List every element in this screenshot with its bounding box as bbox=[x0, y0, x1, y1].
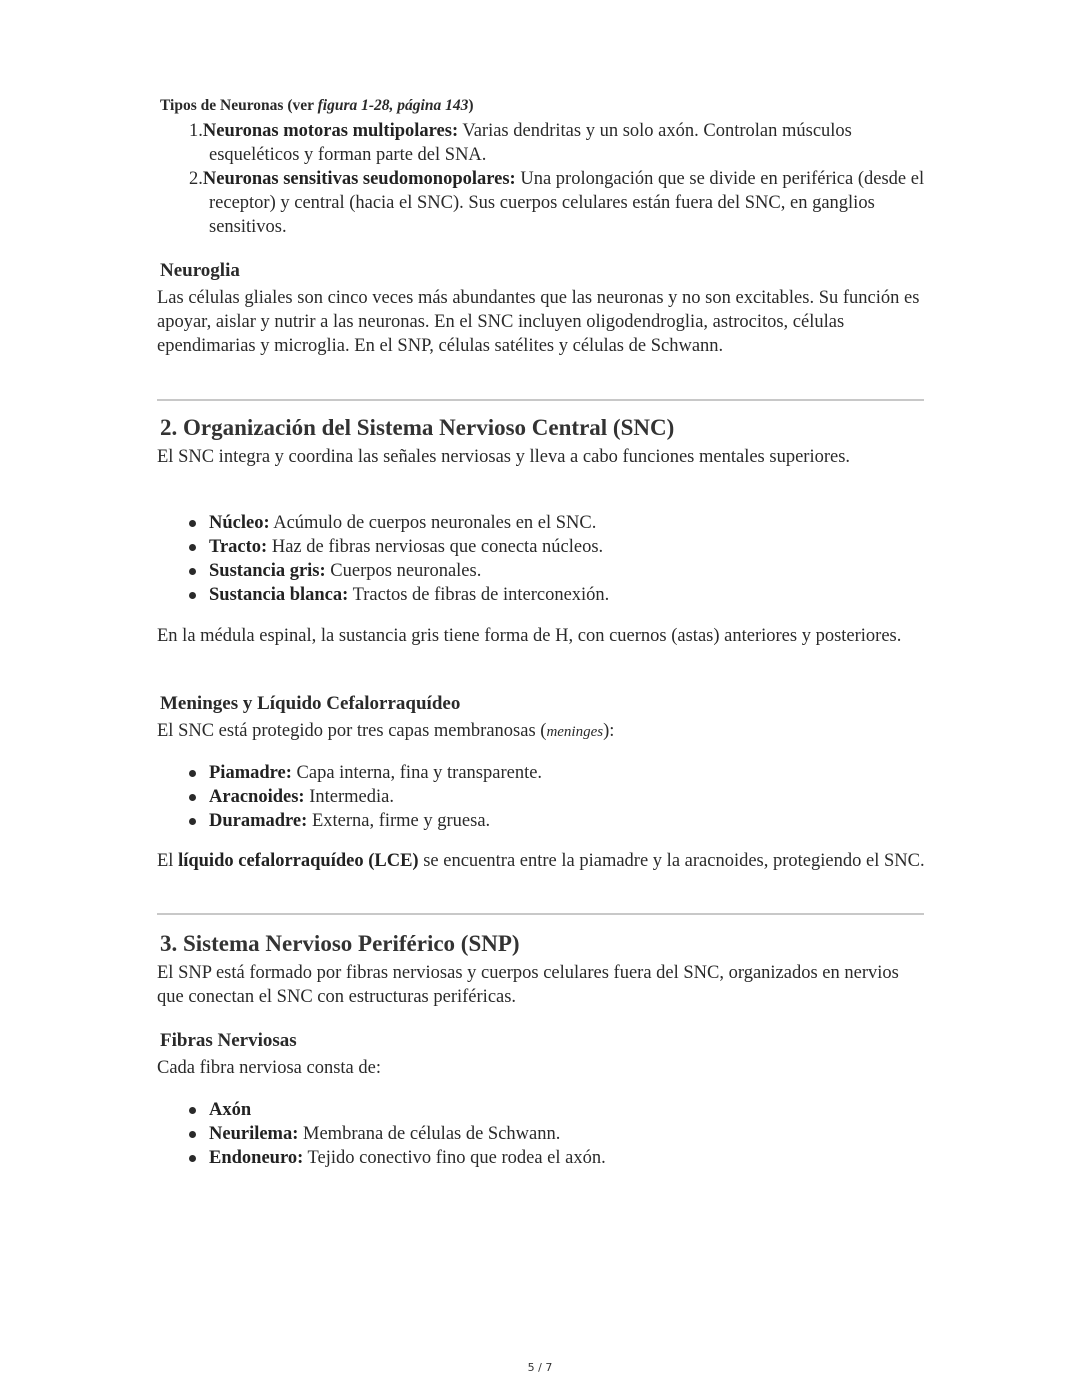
fibras-list bbox=[157, 1098, 929, 1170]
snc-heading: 2. Organización del Sistema Nervioso Central (SNC) bbox=[160, 415, 675, 440]
snp-heading: 3. Sistema Nervioso Periférico (SNP) bbox=[160, 931, 520, 956]
snc-intro: El SNC integra y coordina las señales nerviosas y lleva a cabo funciones mentales superiores. bbox=[157, 447, 851, 467]
medula-text: En la médula espinal, la sustancia gris tiene forma de H, con cuernos (astas) anteriores y posteriores. bbox=[157, 626, 902, 646]
list-item: Aracnoides: Intermedia. bbox=[157, 785, 929, 809]
fibras-heading: Fibras Nerviosas bbox=[160, 1030, 297, 1051]
meninges-intro: El SNC está protegido por tres capas membranosas (meninges): bbox=[157, 721, 615, 741]
list-item: 2.Neuronas sensitivas seudomonopolares: Una prolongación que se divide en periférica (desde el receptor) y central (hacia el SNC). Sus cuerpos celulares están fuera del SNC, en ganglios sensitivos. bbox=[189, 169, 925, 237]
list-item: 1.Neuronas motoras multipolares: Varias dendritas y un solo axón. Controlan músculos esqueléticos y forman parte del SNA. bbox=[189, 121, 852, 165]
lce-text: El líquido cefalorraquídeo (LCE) se encuentra entre la piamadre y la aracnoides, protegiendo el SNC. bbox=[157, 851, 925, 871]
divider bbox=[157, 913, 924, 915]
list-item: Axón bbox=[157, 1098, 929, 1122]
list-item: Sustancia blanca: Tractos de fibras de interconexión. bbox=[157, 583, 929, 607]
fibras-intro: Cada fibra nerviosa consta de: bbox=[157, 1058, 381, 1078]
list-item: Neurilema: Membrana de células de Schwann. bbox=[157, 1122, 929, 1146]
divider bbox=[157, 399, 924, 401]
tipos-heading: Tipos de Neuronas (ver figura 1-28, página 143) bbox=[160, 97, 474, 114]
meninges-list bbox=[157, 761, 929, 833]
snp-intro: El SNP está formado por fibras nerviosas y cuerpos celulares fuera del SNC, organizados en nervios que conectan el SNC con estructuras periféricas. bbox=[157, 963, 899, 1007]
neuroglia-text: Las células gliales son cinco veces más abundantes que las neuronas y no son excitables. Su función es apoyar, aislar y nutrir a las neuronas. En el SNC incluyen oligodendroglia, astrocitos, células ependimarias y microglia. En el SNP, células satélites y células de Schwann. bbox=[157, 288, 920, 356]
neuron-types-list bbox=[157, 119, 929, 239]
meninges-heading: Meninges y Líquido Cefalorraquídeo bbox=[160, 693, 461, 714]
list-item: Núcleo: Acúmulo de cuerpos neuronales en el SNC. bbox=[157, 511, 929, 535]
page-number: 5 / 7 bbox=[527, 1361, 553, 1374]
neuroglia-heading: Neuroglia bbox=[160, 260, 240, 281]
list-item: Tracto: Haz de fibras nerviosas que conecta núcleos. bbox=[157, 535, 929, 559]
snc-list bbox=[157, 511, 929, 607]
list-item: Sustancia gris: Cuerpos neuronales. bbox=[157, 559, 929, 583]
list-item: Duramadre: Externa, firme y gruesa. bbox=[157, 809, 929, 833]
list-item: Endoneuro: Tejido conectivo fino que rodea el axón. bbox=[157, 1146, 929, 1170]
list-item: Piamadre: Capa interna, fina y transparente. bbox=[157, 761, 929, 785]
